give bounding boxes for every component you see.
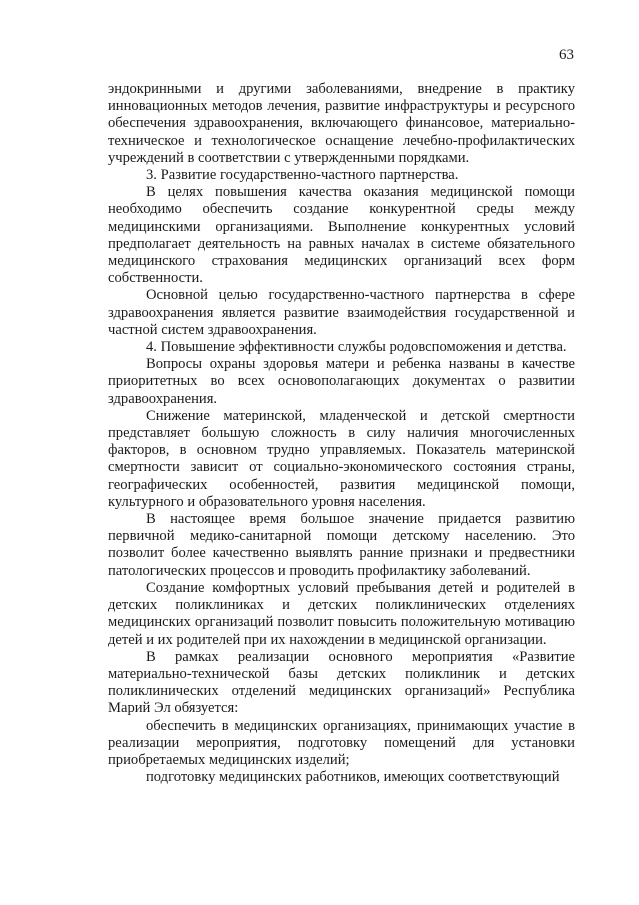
section-heading: 3. Развитие государственно-частного партнерства. [146,167,459,184]
paragraph: Снижение материнской, младенческой и детской смертности представляет большую сложность в силу наличия многочисленных факторов, в основном трудно управляемых. Показатель материнской смертности зависит от социально-экономического состояния страны, географических особенностей, развития медицинской помощи, культурного и образовательного уровня населения. [108,407,575,510]
paragraph: Основной целью государственно-частного партнерства в сфере здравоохранения является развитие взаимодействия государственной и частной систем здравоохранения. [108,287,575,338]
page-number: 63 [559,47,574,63]
paragraph: В настоящее время большое значение придается развитию первичной медико-санитарной помощи детскому населению. Это позволит более качественно выявлять ранние признаки и предвестники патологических процессов и проводить профилактику заболеваний. [108,511,575,579]
paragraph: Создание комфортных условий пребывания детей и родителей в детских поликлиниках и детских поликлинических отделениях медицинских организаций позволит повысить положительную мотивацию детей и их родителей при их нахождении в медицинской организации. [108,579,575,648]
section-heading: 4. Повышение эффективности службы родовспоможения и детства. [146,339,567,356]
paragraph: В рамках реализации основного мероприятия «Развитие материально-технической базы детских поликлиник и детских поликлинических отделений медицинских организаций» Республика Марий Эл обязуется: [108,648,575,717]
list-item: подготовку медицинских работников, имеющих соответствующий [146,769,560,786]
document-body [108,81,575,786]
paragraph: эндокринными и другими заболеваниями, внедрение в практику инновационных методов лечения, развитие инфраструктуры и ресурсного обеспечения здравоохранения, включающего финансовое, материально-техническое и технологическое оснащение лечебно-профилактических учреждений в соответствии с утвержденными порядками. [108,81,575,166]
paragraph: Вопросы охраны здоровья матери и ребенка названы в качестве приоритетных во всех основополагающих документах о развитии здравоохранения. [108,356,575,407]
paragraph: В целях повышения качества оказания медицинской помощи необходимо обеспечить создание конкурентной среды между медицинскими организациями. Выполнение конкурентных условий предполагает деятельность на равных началах в системе обязательного медицинского страхования медицинских организаций всех форм собственности. [108,184,575,287]
list-item: обеспечить в медицинских организациях, принимающих участие в реализации мероприятия, подготовку помещений для установки приобретаемых медицинских изделий; [108,717,575,768]
